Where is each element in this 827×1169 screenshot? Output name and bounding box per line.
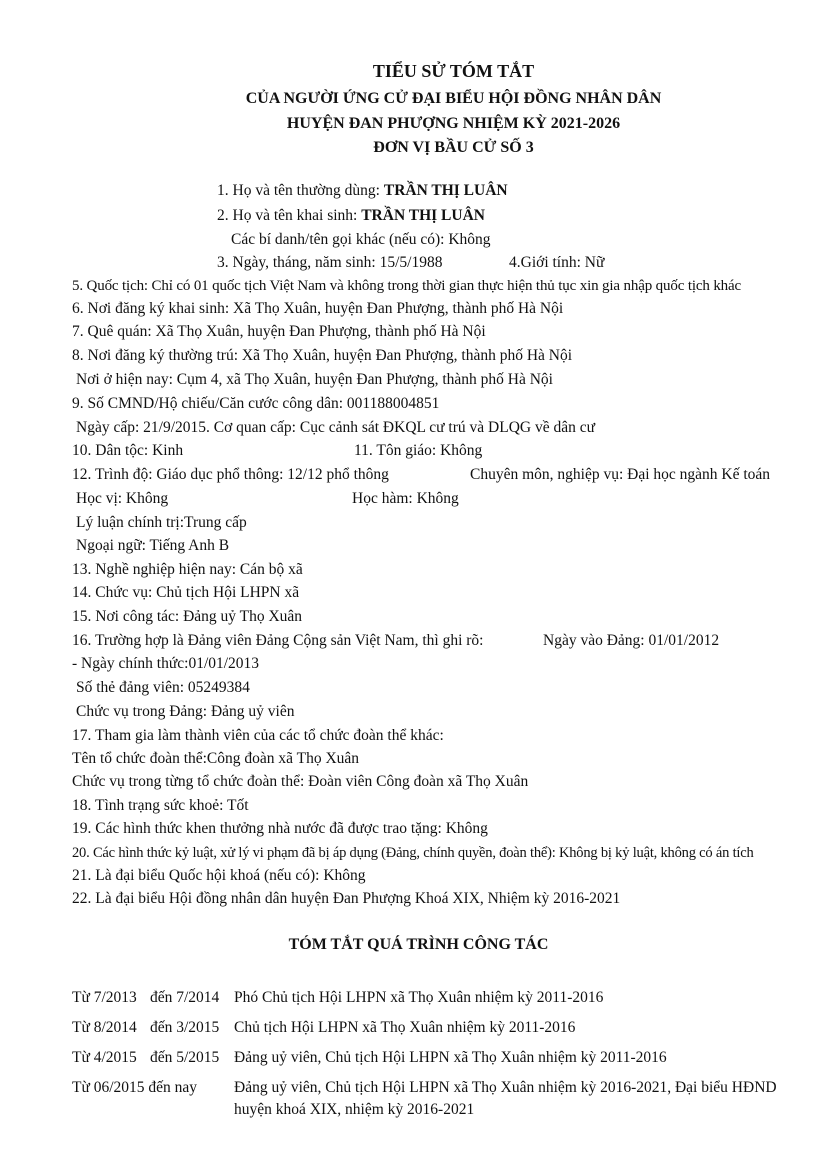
field-birth-name bbox=[217, 206, 485, 226]
career-from: Từ 7/2013 bbox=[72, 989, 137, 1006]
field-organizations: 17. Tham gia làm thành viên của các tổ chức đoàn thể khác: bbox=[72, 727, 444, 744]
career-heading: TÓM TẮT QUÁ TRÌNH CÔNG TÁC bbox=[288, 936, 549, 953]
field-workplace: 15. Nơi công tác: Đảng uỷ Thọ Xuân bbox=[72, 608, 303, 625]
title-line-2: CỦA NGƯỜI ỨNG CỬ ĐẠI BIỂU HỘI ĐỒNG NHÂN DÂN bbox=[245, 90, 662, 107]
field-degree: Học vị: Không bbox=[76, 490, 169, 507]
field-health: 18. Tình trạng sức khoẻ: Tốt bbox=[72, 797, 249, 814]
field-gender: 4.Giới tính: Nữ bbox=[509, 254, 605, 271]
field-label: 1. Họ và tên thường dùng: bbox=[217, 182, 384, 199]
field-political-theory: Lý luận chính trị:Trung cấp bbox=[76, 514, 247, 531]
field-value: TRẦN THỊ LUÂN bbox=[361, 207, 485, 224]
career-from: Từ 4/2015 bbox=[72, 1049, 137, 1066]
field-party-card: Số thẻ đảng viên: 05249384 bbox=[76, 679, 250, 696]
career-to: đến 3/2015 bbox=[150, 1019, 220, 1036]
field-occupation: 13. Nghề nghiệp hiện nay: Cán bộ xã bbox=[72, 561, 303, 578]
career-from: Từ 06/2015 đến nay bbox=[72, 1079, 198, 1096]
field-foreign-language: Ngoại ngữ: Tiếng Anh B bbox=[76, 537, 230, 554]
field-value: TRẦN THỊ LUÂN bbox=[383, 182, 508, 199]
field-party-position: Chức vụ trong Đảng: Đảng uỷ viên bbox=[76, 703, 295, 720]
title-line-3: HUYỆN ĐAN PHƯỢNG NHIỆM KỲ 2021-2026 bbox=[286, 115, 621, 132]
field-id-issue: Ngày cấp: 21/9/2015. Cơ quan cấp: Cục cảnh sát ĐKQL cư trú và DLQG về dân cư bbox=[76, 419, 595, 436]
field-party-official-date: - Ngày chính thức:01/01/2013 bbox=[72, 655, 260, 672]
field-awards: 19. Các hình thức khen thưởng nhà nước đã được trao tặng: Không bbox=[72, 820, 488, 837]
field-current-residence: Nơi ở hiện nay: Cụm 4, xã Thọ Xuân, huyện Đan Phượng, thành phố Hà Nội bbox=[76, 371, 553, 388]
field-permanent-residence: 8. Nơi đăng ký thường trú: Xã Thọ Xuân, huyện Đan Phượng, thành phố Hà Nội bbox=[72, 347, 573, 364]
title-line-4: ĐƠN VỊ BẦU CỬ SỐ 3 bbox=[373, 139, 534, 156]
field-aliases: Các bí danh/tên gọi khác (nếu có): Không bbox=[231, 231, 491, 248]
document-title: TIỂU SỬ TÓM TẮT bbox=[372, 61, 535, 81]
field-education: 12. Trình độ: Giáo dục phổ thông: 12/12 phổ thông bbox=[72, 466, 389, 483]
field-org-name: Tên tổ chức đoàn thể:Công đoàn xã Thọ Xuân bbox=[72, 750, 360, 767]
field-org-position: Chức vụ trong từng tổ chức đoàn thể: Đoàn viên Công đoàn xã Thọ Xuân bbox=[72, 773, 529, 790]
field-nationality: 5. Quốc tịch: Chỉ có 01 quốc tịch Việt Nam và không trong thời gian thực hiện thủ tục xin gia nhập quốc tịch khác bbox=[72, 278, 742, 294]
field-party-member: 16. Trường hợp là Đảng viên Đảng Cộng sản Việt Nam, thì ghi rõ: bbox=[72, 632, 484, 649]
field-hometown: 7. Quê quán: Xã Thọ Xuân, huyện Đan Phượng, thành phố Hà Nội bbox=[72, 323, 486, 340]
field-label: 2. Họ và tên khai sinh: bbox=[217, 207, 362, 224]
field-birth-registration: 6. Nơi đăng ký khai sinh: Xã Thọ Xuân, huyện Đan Phượng, thành phố Hà Nội bbox=[72, 300, 564, 317]
field-national-assembly: 21. Là đại biểu Quốc hội khoá (nếu có): Không bbox=[72, 867, 366, 884]
field-council-delegate: 22. Là đại biểu Hội đồng nhân dân huyện Đan Phượng Khoá XIX, Nhiệm kỳ 2016-2021 bbox=[72, 890, 621, 907]
field-party-join-date: Ngày vào Đảng: 01/01/2012 bbox=[543, 632, 720, 649]
field-title-rank: Học hàm: Không bbox=[352, 490, 459, 507]
field-specialty: Chuyên môn, nghiệp vụ: Đại học ngành Kế toán bbox=[470, 466, 771, 483]
career-description: Đảng uỷ viên, Chủ tịch Hội LHPN xã Thọ Xuân nhiệm kỳ 2016-2021, Đại biểu HĐND huyện khoá XIX, nhiệm kỳ 2016-2021 bbox=[234, 1079, 777, 1118]
career-from: Từ 8/2014 bbox=[72, 1019, 137, 1036]
career-to: đến 5/2015 bbox=[150, 1049, 220, 1066]
career-to: đến 7/2014 bbox=[150, 989, 220, 1006]
field-dob: 3. Ngày, tháng, năm sinh: 15/5/1988 bbox=[217, 254, 443, 271]
field-religion: 11. Tôn giáo: Không bbox=[354, 442, 483, 459]
career-description: Phó Chủ tịch Hội LHPN xã Thọ Xuân nhiệm kỳ 2011-2016 bbox=[234, 989, 604, 1006]
field-ethnicity: 10. Dân tộc: Kinh bbox=[72, 442, 184, 459]
career-description: Đảng uỷ viên, Chủ tịch Hội LHPN xã Thọ Xuân nhiệm kỳ 2011-2016 bbox=[234, 1049, 667, 1066]
field-id-number: 9. Số CMND/Hộ chiếu/Căn cước công dân: 001188004851 bbox=[72, 395, 440, 412]
career-description: Chủ tịch Hội LHPN xã Thọ Xuân nhiệm kỳ 2011-2016 bbox=[234, 1019, 576, 1036]
field-common-name bbox=[217, 181, 508, 201]
field-discipline: 20. Các hình thức kỷ luật, xử lý vi phạm đã bị áp dụng (Đảng, chính quyền, đoàn thể): Không bị kỷ luật, không có án tích bbox=[72, 845, 754, 861]
field-position: 14. Chức vụ: Chủ tịch Hội LHPN xã bbox=[72, 584, 300, 601]
